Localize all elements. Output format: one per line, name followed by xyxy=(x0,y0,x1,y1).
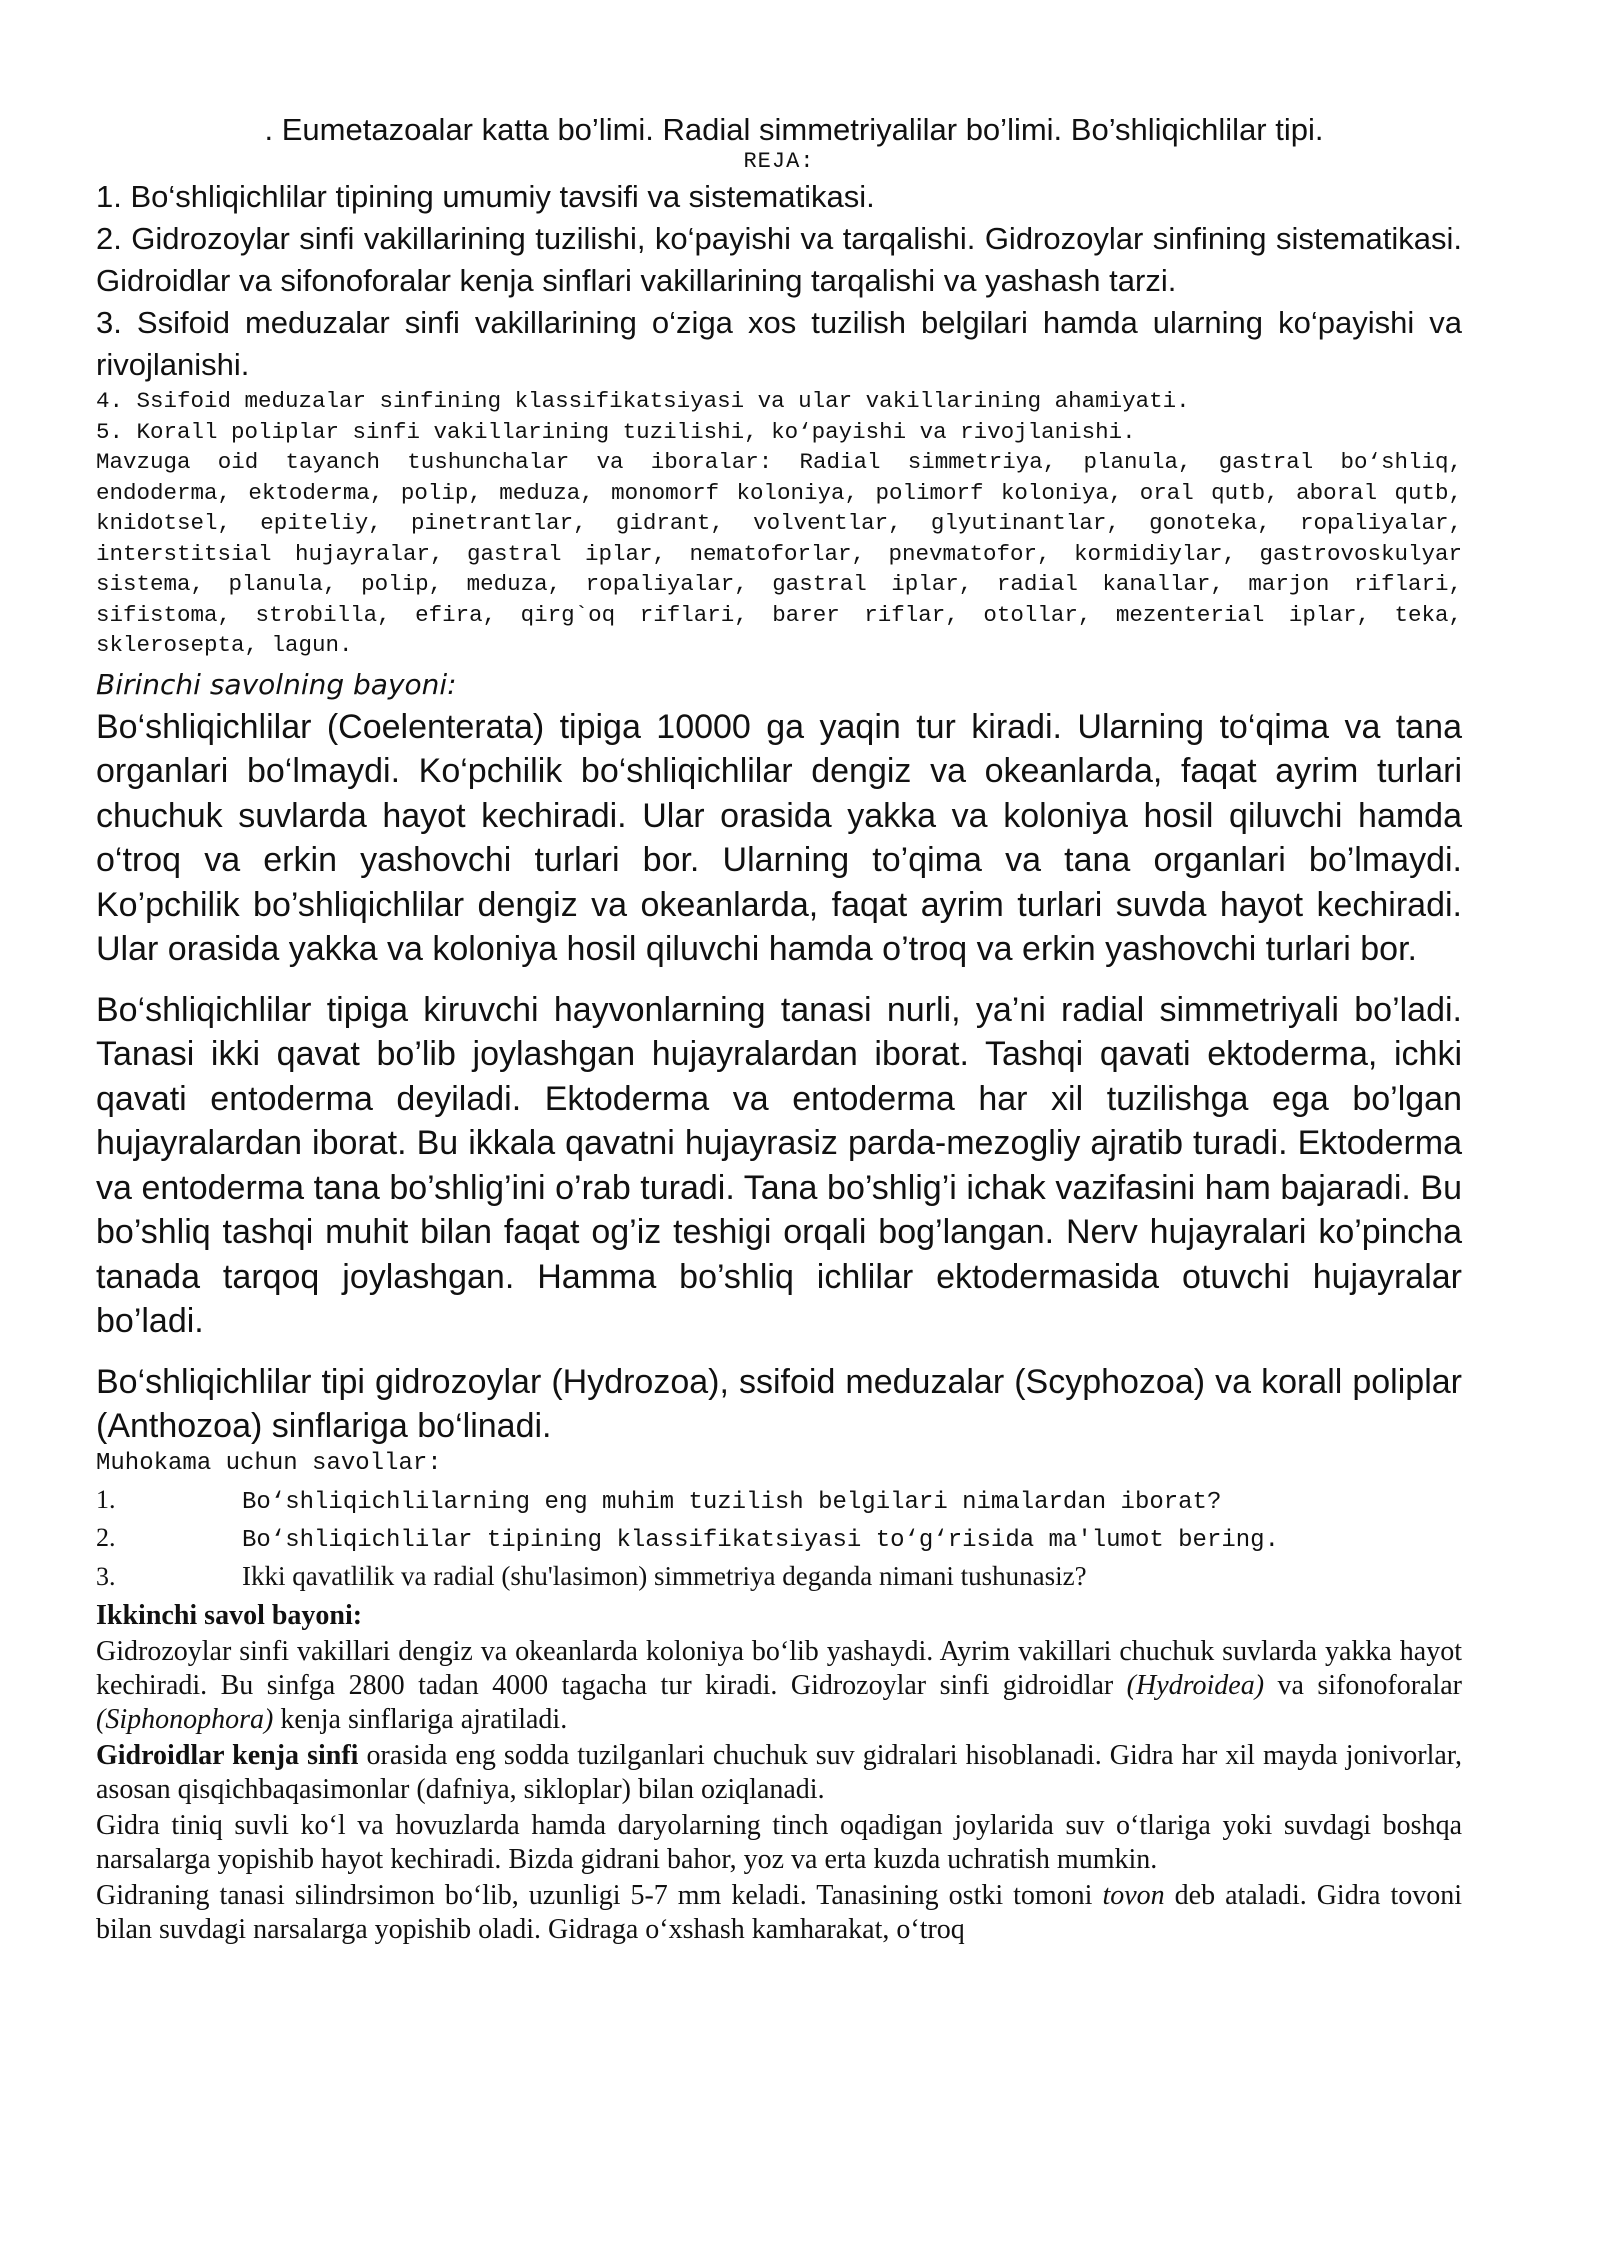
text-run: kenja sinflariga ajratiladi. xyxy=(273,1703,568,1735)
question-text: Bo‘shliqichlilarning eng muhim tuzilish belgilari nimalardan iborat? xyxy=(242,1488,1222,1516)
section1-paragraph-2: Bo‘shliqichlilar tipiga kiruvchi hayvonlarning tanasi nurli, ya’ni radial simmetriyali bo’ladi. Tanasi ikki qavat bo’lib joylashgan hujayralardan iborat. Tashqi qavati ektoderma, ichki qavati entoderma deyiladi. Ektoderma va entoderma har xil tuzilishga ega bo’lgan hujayralardan iborat. Bu ikkala qavatni hujayrasiz parda-mezogliy ajratib turadi. Ektoderma va entoderma tana bo’shlig’ini o’rab turadi. Tana bo’shlig’i ichak vazifasini ham bajaradi. Bu bo’shliq tashqi muhit bilan faqat og’iz teshigi orqali bog’langan. Nerv hujayralari ko’pincha tanada tarqoq joylashgan. Hamma bo’shliq ichlilar ektodermasida otuvchi hujayralar bo’ladi. xyxy=(96,990,1462,1340)
plan-item-3: 3. Ssifoid meduzalar sinfi vakillarining o‘ziga xos tuzilish belgilari hamda ularning ko‘payishi va rivojlanishi. xyxy=(96,305,1462,382)
text-run: deb ataladi. Gidra tovoni bilan suvdagi narsalarga yopishib oladi. Gidraga o‘xshash kamharakat, o‘troq xyxy=(96,1879,1463,1945)
question-number: 1. xyxy=(96,1484,116,1514)
section1-paragraph-3: Bo‘shliqichlilar tipi gidrozoylar (Hydrozoa), ssifoid meduzalar (Scyphozoa) va korall poliplar (Anthozoa) sinflariga bo‘linadi. xyxy=(96,1362,1462,1445)
document-title: . Eumetazoalar katta bo’limi. Radial simmetriyalilar bo’limi. Bo’shliqichlilar tipi. xyxy=(264,112,1324,147)
question-item xyxy=(96,1561,1462,1599)
plan-item-2: 2. Gidrozoylar sinfi vakillarining tuzilishi, ko‘payishi va tarqalishi. Gidrozoylar sinfining sistematikasi. Gidroidlar va sifonoforalar kenja sinflari vakillarining tarqalishi va yashash tarzi. xyxy=(96,221,1462,298)
question-number: 2. xyxy=(96,1522,116,1552)
question-item xyxy=(96,1523,1462,1561)
section2-heading: Ikkinchi savol bayoni: xyxy=(96,1599,363,1631)
section1-heading: Birinchi savolning bayoni: xyxy=(96,667,457,701)
section2-paragraph-4 xyxy=(96,1879,1462,1947)
plan-item-4: 4. Ssifoid meduzalar sinfining klassifikatsiyasi va ular vakillarining ahamiyati. xyxy=(96,388,1190,414)
plan-item-5: 5. Korall poliplar sinfi vakillarining tuzilishi, ko‘payishi va rivojlanishi. xyxy=(96,418,1136,445)
question-item xyxy=(96,1485,1462,1523)
document-page xyxy=(96,110,1462,1949)
section1-paragraph-1: Bo‘shliqichlilar (Coelenterata) tipiga 10000 ga yaqin tur kiradi. Ularning to‘qima va tana organlari bo‘lmaydi. Ko‘pchilik bo‘shliqichlilar dengiz va okeanlarda, faqat ayrim turlari chuchuk suvlarda hayot kechiradi. Ular orasida yakka va koloniya hosil qiluvchi hamda o‘troq va erkin yashovchi turlari bor. Ularning to’qima va tana organlari bo’lmaydi. Ko’pchilik bo’shliqichlilar dengiz va okeanlarda, faqat ayrim turlari suvda hayot kechiradi. Ular orasida yakka va koloniya hosil qiluvchi hamda o’troq va erkin yashovchi turlari bor. xyxy=(96,707,1462,968)
section2-paragraph-3: Gidra tiniq suvli ko‘l va hovuzlarda hamda daryolarning tinch oqadigan joylarida suv o‘tlariga yoki suvdagi boshqa narsalarga yopishib hayot kechiradi. Bizda gidrani bahor, yoz va erta kuzda uchratish mumkin. xyxy=(96,1809,1462,1875)
text-run: Gidraning tanasi silindrsimon bo‘lib, uzunligi 5-7 mm keladi. Tanasining ostki tomoni xyxy=(96,1879,1103,1911)
bold-term: Gidroidlar kenja sinfi xyxy=(96,1739,359,1771)
question-text: Ikki qavatlilik va radial (shu'lasimon) simmetriya deganda nimani tushunasiz? xyxy=(242,1560,1087,1591)
latin-name: (Hydroidea) xyxy=(1126,1669,1265,1701)
latin-name: (Siphonophora) xyxy=(96,1703,274,1735)
section2-paragraph-1 xyxy=(96,1635,1462,1737)
plan-label: REJA: xyxy=(743,149,815,174)
text-run: va sifonoforalar xyxy=(1264,1669,1462,1701)
italic-term: tovon xyxy=(1102,1879,1165,1911)
section2-paragraph-2 xyxy=(96,1739,1462,1807)
plan-item-1: 1. Bo‘shliqichlilar tipining umumiy tavsifi va sistematikasi. xyxy=(96,179,875,214)
discussion-heading: Muhokama uchun savollar: xyxy=(96,1449,442,1477)
question-number: 3. xyxy=(96,1561,116,1591)
question-text: Bo‘shliqichlilar tipining klassifikatsiyasi to‘g‘risida ma'lumot bering. xyxy=(242,1526,1279,1554)
text-run: Gidrozoylar sinfi vakillari dengiz va okeanlarda koloniya bo‘lib yashaydi. Ayrim vakillari chuchuk suvlarda yakka hayot kechiradi. Bu sinfga 2800 tadan 4000 tagacha tur kiradi. Gidrozoylar sinfi gidroidlar xyxy=(96,1635,1462,1701)
text-run: orasida eng sodda tuzilganlari chuchuk suv gidralari hisoblanadi. Gidra har xil mayda jonivorlar, asosan qisqichbaqasimonlar (dafniya, sikloplar) bilan oziqlanadi. xyxy=(96,1739,1462,1805)
keywords-paragraph: Mavzuga oid tayanch tushunchalar va iboralar: Radial simmetriya, planula, gastral bo‘shliq, endoderma, ektoderma, polip, meduza, monomorf koloniya, polimorf koloniya, oral qutb, aboral qutb, knidotsel, epiteliy, pinetrantlar, gidrant, volventlar, glyutinantlar, gonoteka, ropaliyalar, interstitsial hujayralar, gastral iplar, nematoforlar, pnevmatofor, kormidiylar, gastrovoskulyar sistema, planula, polip, meduza, ropaliyalar, gastral iplar, radial kanallar, marjon riflari, sifistoma, strobilla, efira, qirg`oq riflari, barer riflar, otollar, mezenterial iplar, teka, sklerosepta, lagun. xyxy=(96,449,1462,658)
